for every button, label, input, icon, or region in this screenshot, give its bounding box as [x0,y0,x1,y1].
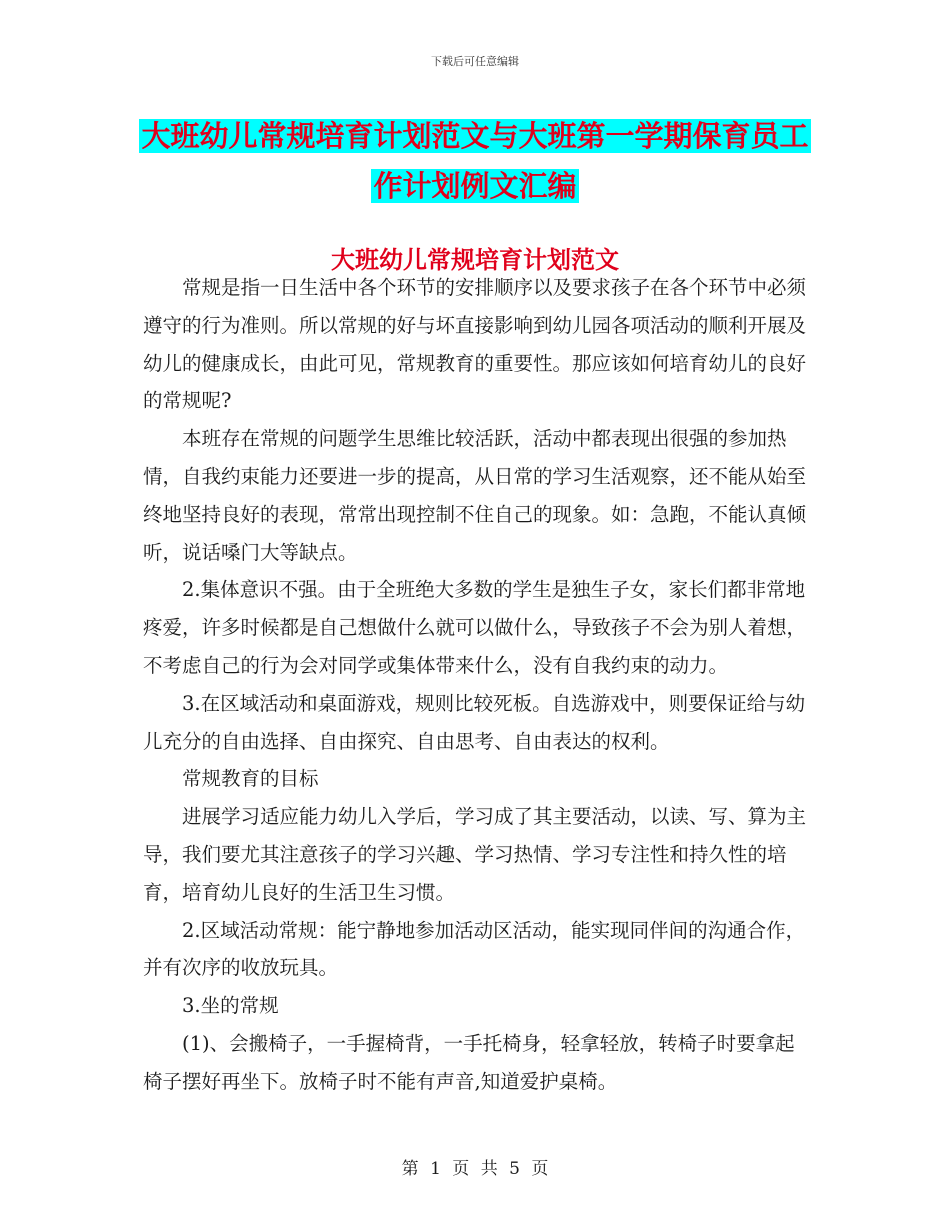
section-title: 大班幼儿常规培育计划范文 [331,245,619,274]
paragraph: 进展学习适应能力幼儿入学后，学习成了其主要活动，以读、写、算为主导，我们要尤其注意孩子的学习兴趣、学习热情、学习专注性和持久性的培育，培育幼儿良好的生活卫生习惯。 [143,805,807,904]
title-line-1: 大班幼儿常规培育计划范文与大班第一学期保育员工 [141,119,809,153]
page-number-footer: 第 1 页 共 5 页 [401,1159,549,1179]
paragraph: 常规是指一日生活中各个环节的安排顺序以及要求孩子在各个环节中必须遵守的行为准则。所以常规的好与坏直接影响到幼儿园各项活动的顺利开展及幼儿的健康成长，由此可见，常规教育的重要性。那应该如何培育幼儿的良好的常规呢? [143,276,807,413]
paragraph: 2.区域活动常规：能宁静地参加活动区活动，能实现同伴间的沟通合作，并有次序的收放玩具。 [143,918,806,980]
page-header-note: 下载后可任意编辑 [431,55,519,68]
paragraph: 常规教育的目标 [182,767,319,791]
document-body [143,269,813,1101]
document-title [0,111,950,211]
paragraph: 3.在区域活动和桌面游戏，规则比较死板。自选游戏中，则要保证给与幼儿充分的自由选择、自由探究、自由思考、自由表达的权利。 [143,691,806,753]
paragraph: 本班存在常规的问题学生思维比较活跃，活动中都表现出很强的参加热情，自我约束能力还要进一步的提高，从日常的学习生活观察，还不能从始至终地坚持良好的表现，常常出现控制不住自己的现象。如：急跑，不能认真倾听，说话嗓门大等缺点。 [143,427,807,564]
title-line-2: 作计划例文汇编 [373,169,577,203]
paragraph: 3.坐的常规 [182,994,279,1018]
paragraph: 2.集体意识不强。由于全班绝大多数的学生是独生子女，家长们都非常地疼爱，许多时候都是自己想做什么就可以做什么，导致孩子不会为别人着想，不考虑自己的行为会对同学或集体带来什么，没有自我约束的动力。 [143,578,807,677]
paragraph: (1)、会搬椅子，一手握椅背，一手托椅身，轻拿轻放，转椅子时要拿起椅子摆好再坐下。放椅子时不能有声音,知道爱护桌椅。 [143,1031,795,1093]
